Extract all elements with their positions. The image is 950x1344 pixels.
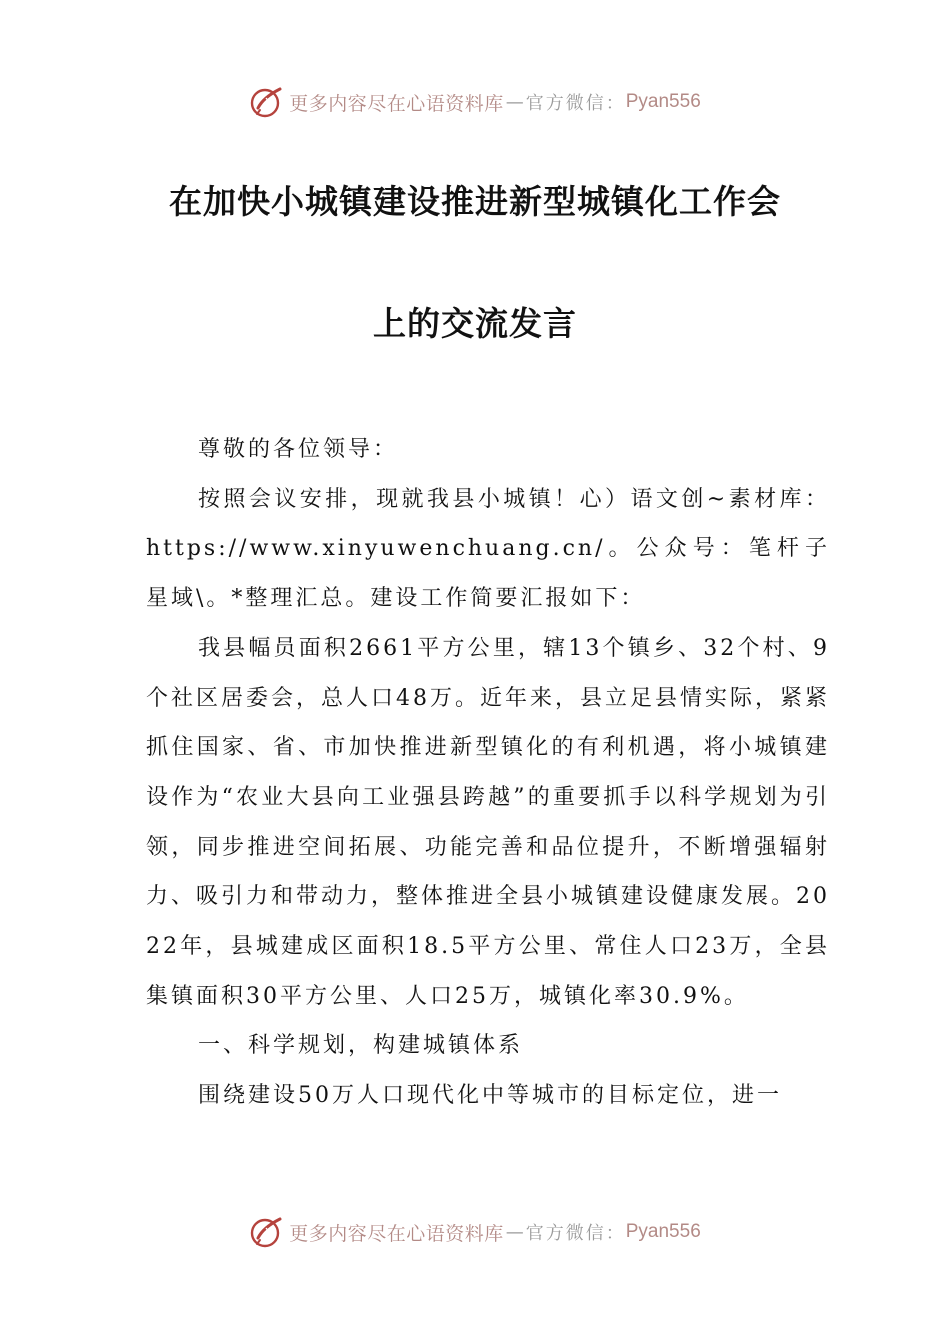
banner-wechat-label: 官方微信： [525,93,626,114]
section-heading: 一、科学规划，构建城镇体系 [198,1033,524,1059]
document-title-line2: 上的交流发言 [373,304,577,343]
document-body [146,425,830,1121]
salutation: 尊敬的各位领导： [198,437,399,462]
paragraph: 按照会议安排，现就我县小城镇！心）语文创~素材库：https://www.xinyuwenchuang.cn/。公众号：笔杆子星域\。*整理汇总。建设工作简要汇报如下： [146,486,830,612]
banner-wechat-id: Pyan556 [625,91,701,112]
paragraph: 我县幅员面积2661平方公里，辖13个镇乡、32个村、9个社区居委会，总人口48万。近年来，县立足县情实际，紧紧抓住国家、省、市加快推进新型镇化的有利机遇，将小城镇建设作为“农业大县向工业强县跨越”的重要抓手以科学规划为引领，同步推进空间拓展、功能完善和品位提升，不断增强辐射力、吸引力和带动力，整体推进全县小城镇建设健康发展。2022年，县城建成区面积18.5平方公里、常住人口23万，全县集镇面积30平方公里、人口25万，城镇化率30.9%。 [146,635,830,1009]
paragraph: 围绕建设50万人口现代化中等城市的目标定位，进一 [198,1083,782,1109]
banner-text: 更多内容尽在心语资料库 [289,92,504,115]
pen-circle-logo-icon [249,1214,285,1250]
banner-wechat-label: 官方微信： [525,1223,626,1244]
banner-dash: — [505,91,524,113]
header-banner [0,80,950,124]
pen-circle-logo-icon [249,84,285,120]
banner-text: 更多内容尽在心语资料库 [289,1222,504,1245]
banner-wechat-id: Pyan556 [625,1221,701,1242]
banner-dash: — [505,1221,524,1243]
footer-banner [0,1210,950,1254]
document-title-line1: 在加快小城镇建设推进新型城镇化工作会 [169,182,781,221]
